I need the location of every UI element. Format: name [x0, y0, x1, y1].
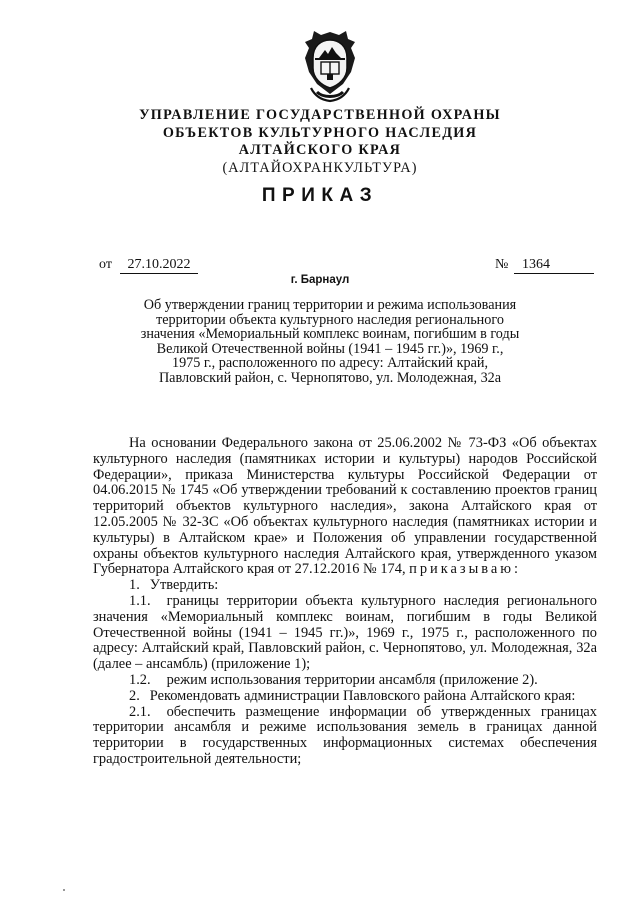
issuing-authority — [0, 107, 640, 177]
org-short-name: (АЛТАЙОХРАНКУЛЬТУРА) — [222, 159, 418, 176]
order-subject — [120, 298, 540, 386]
item-1-1 — [93, 594, 597, 673]
item-2-1-text: обеспечить размещение информации об утвержденных границах территории ансамбля и режиме использования земель в границах данной территории в государственных информационных системах обеспечения градостроительной деятельности; — [93, 703, 597, 767]
item-1-text: Утвердить: — [149, 577, 219, 594]
subject-line: Об утверждении границ территории и режима использования — [143, 297, 517, 313]
city: г. Барнаул — [290, 274, 350, 286]
scan-speck — [63, 889, 65, 891]
subject-line: Великой Отечественной войны (1941 – 1945 гг.)», 1969 г., — [156, 340, 504, 357]
item-2 — [93, 689, 597, 705]
document-body — [93, 436, 597, 768]
subject-line: значения «Мемориальный комплекс воинам, погибшим в годы — [140, 326, 520, 343]
org-name-line-2: ОБЪЕКТОВ КУЛЬТУРНОГО НАСЛЕДИЯ — [162, 124, 478, 141]
coat-of-arms-emblem — [299, 28, 361, 104]
order-number: 1364 — [514, 257, 594, 274]
preamble-text: На основании Федерального закона от 25.06.2002 № 73-ФЗ «Об объектах культурного наследия (памятниках истории и культуры) народов Российской Федерации», приказа Министерства культуры Российской Федерации от 04.06.2015 № 1745 «Об утверждении требований к составлению проектов границ территорий объектов культурного наследия», закона Алтайского края от 12.05.2005 № 32-ЗС «Об объектах культурного наследия (памятниках истории и культуры) в Алтайском крае» и Положения об управлении государственной охраны объектов культурного наследия Алтайского края, утвержденного указом Губернатора Алтайского края от 27.12.2016 № 174, — [93, 435, 597, 578]
item-2-number: 2. — [129, 687, 140, 704]
item-1-2-text: режим использования территории ансамбля (приложение 2). — [166, 671, 538, 688]
item-1-2-number: 1.2. — [129, 671, 151, 688]
item-1-1-number: 1.1. — [129, 592, 151, 609]
subject-line: 1975 г., расположенного по адресу: Алтайский край, — [171, 355, 489, 372]
item-2-1-number: 2.1. — [129, 703, 151, 720]
date-label: от — [99, 257, 112, 272]
item-1-number: 1. — [129, 577, 140, 594]
item-1-2 — [93, 673, 597, 689]
item-1-1-text: границы территории объекта культурного наследия регионального значения «Мемориальный комплекс воинам, погибшим в годы Великой Отечественной войны (1941 – 1945 гг.)», 1969 г., 1975 г., расположенного по адресу: Алтайский край, Павловский район, с. Чернопятово, ул. Молодежная, 32а (далее – ансамбль) (приложение 1); — [93, 592, 597, 673]
document-type-title: ПРИКАЗ — [261, 185, 379, 206]
org-name-line-3: АЛТАЙСКОГО КРАЯ — [238, 142, 402, 158]
item-1 — [93, 578, 597, 594]
subject-line: территории объекта культурного наследия регионального — [156, 311, 504, 328]
order-word: приказываю: — [409, 561, 522, 578]
number-label: № — [495, 257, 509, 272]
preamble-paragraph — [93, 436, 597, 578]
org-name-line-1: УПРАВЛЕНИЕ ГОСУДАРСТВЕННОЙ ОХРАНЫ — [139, 107, 501, 123]
subject-line: Павловский район, с. Чернопятово, ул. Молодежная, 32а — [158, 369, 502, 386]
item-2-1 — [93, 705, 597, 768]
item-2-text: Рекомендовать администрации Павловского района Алтайского края: — [149, 687, 576, 704]
order-date: 27.10.2022 — [120, 257, 198, 274]
